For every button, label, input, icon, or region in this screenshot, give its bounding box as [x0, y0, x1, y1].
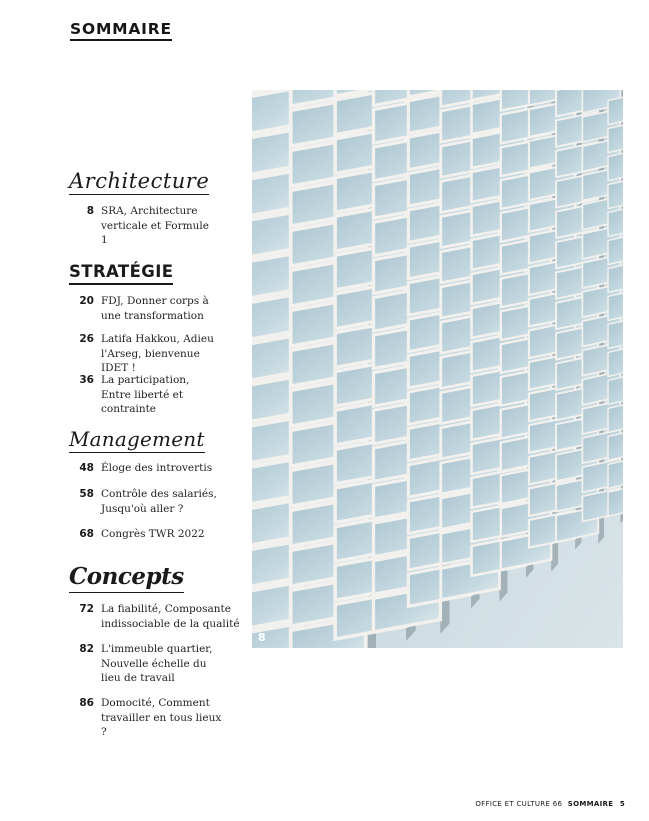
toc-page-number: 68 [79, 528, 94, 540]
toc-page-number: 36 [79, 374, 94, 386]
footer-page-number: 5 [619, 800, 625, 808]
footer-section: SOMMAIRE [567, 800, 614, 808]
toc-entry-title: La fiabilité, Composante indissociable de la qualité [101, 603, 240, 630]
section-heading-management: Management [69, 427, 205, 451]
toc-entry-title: Contrôle des salariés, Jusqu'où aller ? [101, 488, 217, 515]
toc-page-number: 82 [79, 643, 94, 655]
toc-page-number: 86 [79, 697, 94, 709]
toc-page-number: 72 [79, 603, 94, 615]
section-heading-strategie: STRATÉGIE [69, 262, 173, 285]
toc-page-number: 20 [79, 295, 94, 307]
toc-entry-title: SRA, Architecture verticale et Formule 1 [101, 205, 209, 246]
toc-entry-title: L'immeuble quartier, Nouvelle échelle du lieu de travail [101, 643, 213, 684]
toc-entry-title: Domocité, Comment travailler en tous lieux ? [101, 697, 222, 738]
toc-entry-title: La participation, Entre liberté et contrainte [101, 374, 190, 415]
facade-photo[interactable] [252, 90, 623, 648]
toc-page-number: 58 [79, 488, 94, 500]
section-heading-concepts: Concepts [69, 562, 184, 593]
section-heading-architecture: Architecture [69, 169, 210, 193]
toc-page-number: 48 [79, 462, 94, 474]
toc-entry-title: Congrès TWR 2022 [101, 528, 205, 540]
toc-entry-title: Éloge des introvertis [101, 462, 213, 474]
toc-entry-title: Latifa Hakkou, Adieu l'Arseg, bienvenue IDET ! [101, 333, 214, 374]
toc-page-number: 8 [86, 205, 94, 217]
facade-image [252, 90, 623, 648]
page-footer [475, 800, 625, 808]
page-title: SOMMAIRE [70, 20, 172, 41]
photo-page-reference: 8 [258, 631, 266, 644]
toc-page-number: 26 [79, 333, 94, 345]
footer-magazine: OFFICE ET CULTURE 66 [475, 800, 563, 808]
toc-entry-title: FDJ, Donner corps à une transformation [101, 295, 209, 322]
